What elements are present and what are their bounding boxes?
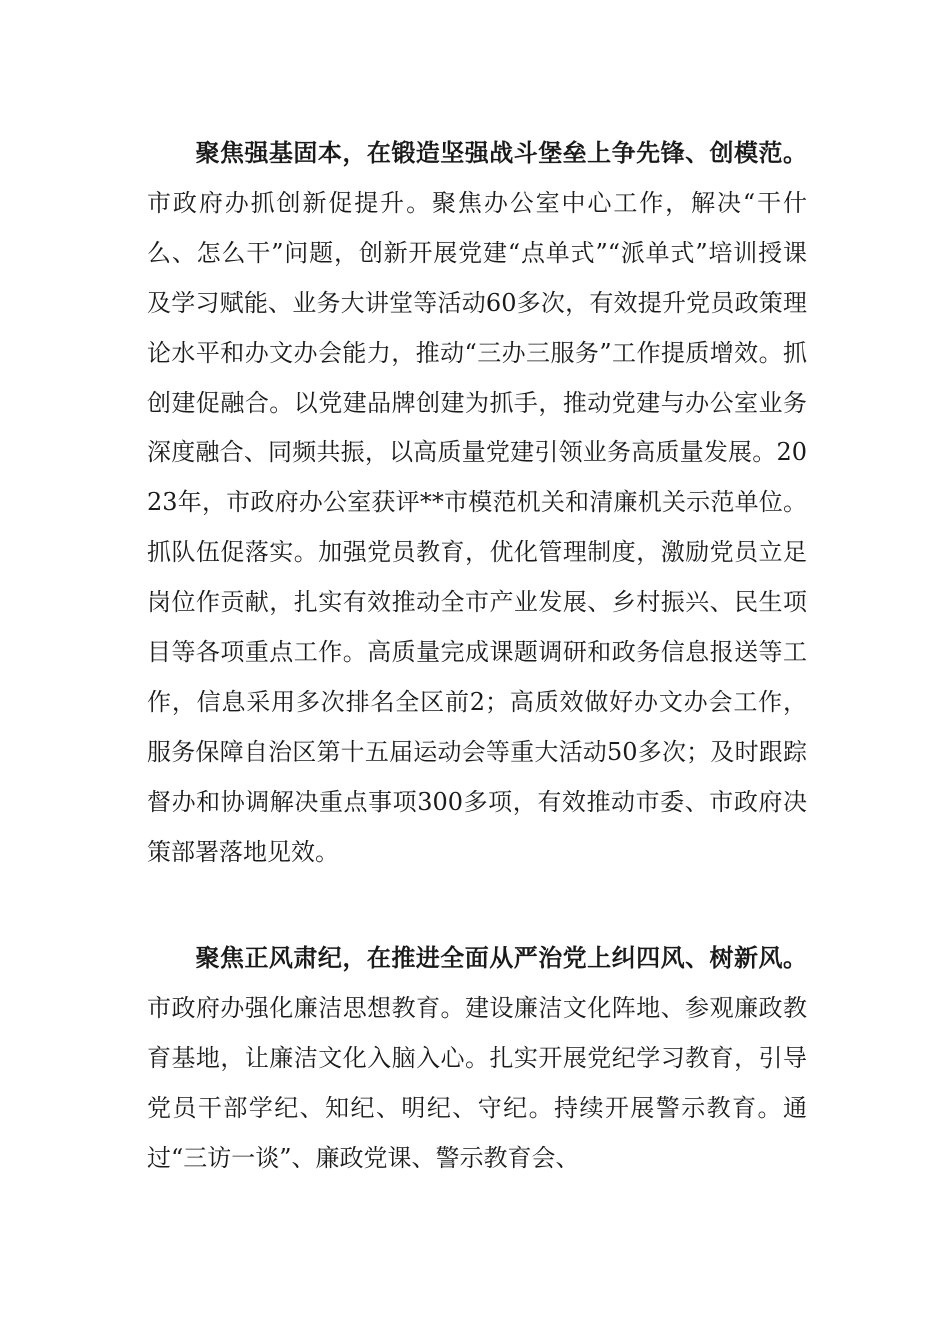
paragraph-body: 市政府办强化廉洁思想教育。建设廉洁文化阵地、参观廉政教育基地，让廉洁文化入脑入心。扎实开展党纪学习教育，引导党员干部学纪、知纪、明纪、守纪。持续开展警示教育。通过“三访一谈”、廉政党课、警示教育会、 [147,993,807,1172]
paragraph-heading: 聚焦强基固本，在锻造坚强战斗堡垒上争先锋、创模范。 [195,138,807,167]
paragraph-discipline [147,933,807,1184]
paragraph-body: 市政府办抓创新促提升。聚焦办公室中心工作，解决“干什么、怎么干”问题，创新开展党建“点单式”“派单式”培训授课及学习赋能、业务大讲堂等活动60多次，有效提升党员政策理论水平和办文办会能力，推动“三办三服务”工作提质增效。抓创建促融合。以党建品牌创建为抓手，推动党建与办公室业务深度融合、同频共振，以高质量党建引领业务高质量发展。2023年，市政府办公室获评**市模范机关和清廉机关示范单位。抓队伍促落实。加强党员教育，优化管理制度，激励党员立足岗位作贡献，扎实有效推动全市产业发展、乡村振兴、民生项目等各项重点工作。高质量完成课题调研和政务信息报送等工作，信息采用多次排名全区前2；高质效做好办文办会工作，服务保障自治区第十五届运动会等重大活动50多次；及时跟踪督办和协调解决重点事项300多项，有效推动市委、市政府决策部署落地见效。 [147,188,807,866]
paragraph-party-building [147,128,807,878]
paragraph-heading: 聚焦正风肃纪，在推进全面从严治党上纠四风、树新风。 [195,943,807,972]
